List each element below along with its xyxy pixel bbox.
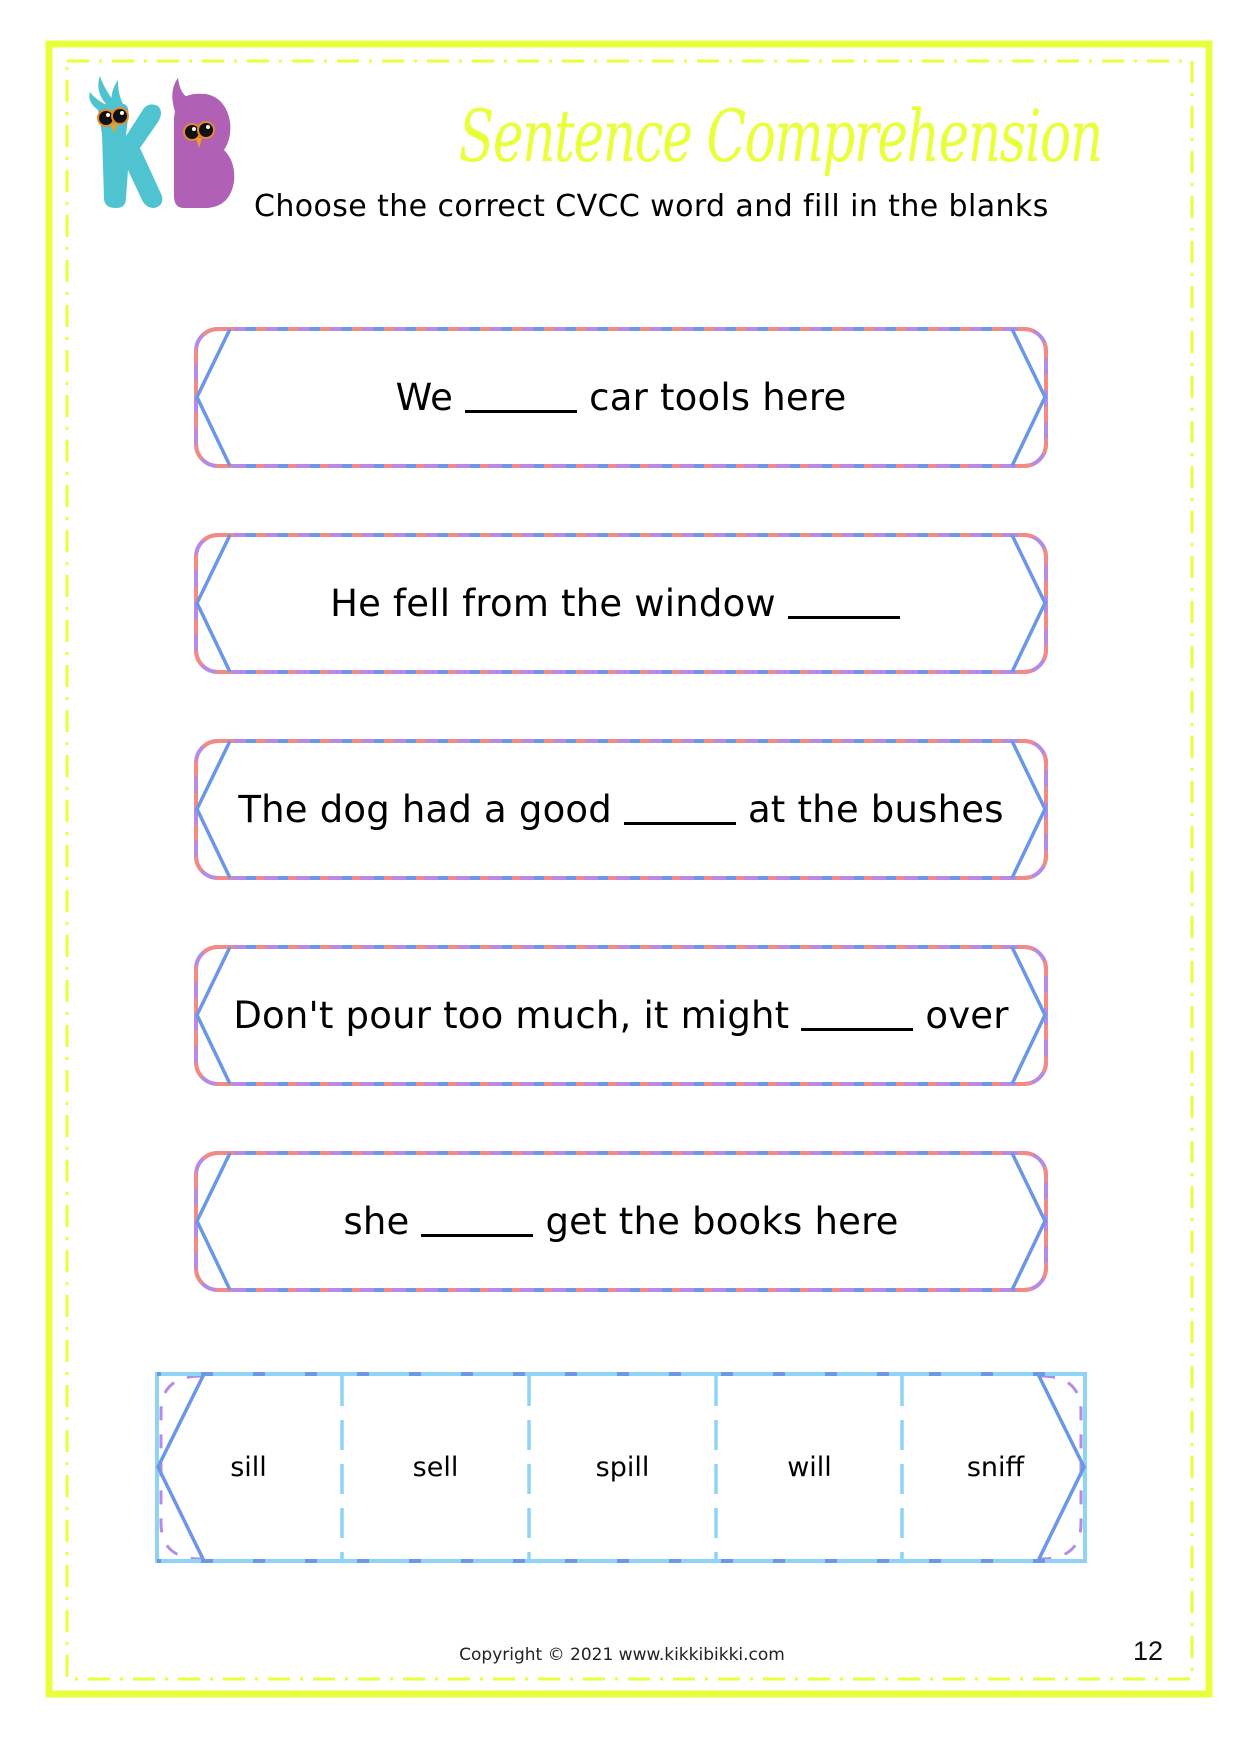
sentence-after: over [925,994,1009,1037]
sentence-box-5 [194,1151,1048,1292]
word-bank [155,1372,1087,1563]
sentence-before: The dog had a good [238,788,612,831]
sentence-before: she [343,1200,410,1243]
sentence-text [194,1151,1048,1292]
sentence-box-1 [194,327,1048,468]
word-option[interactable]: sniff [966,1452,1025,1483]
copyright-text: Copyright © 2021 www.kikkibikki.com [459,1645,785,1665]
sentence-before: He fell from the window [330,582,776,625]
sentence-box-2 [194,533,1048,674]
sentence-text [194,533,1048,674]
answer-blank[interactable] [624,822,736,825]
word-option[interactable]: sill [230,1452,267,1483]
answer-blank[interactable] [788,616,900,619]
sentence-box-4 [194,945,1048,1086]
sentence-before: We [395,376,454,419]
sentence-after: at the bushes [747,788,1004,831]
sentence-after: car tools here [589,376,847,419]
kb-logo [84,74,244,214]
answer-blank[interactable] [801,1028,913,1031]
page-title: Sentence Comprehension [458,94,1102,178]
word-option[interactable]: will [787,1452,832,1483]
sentence-before: Don't pour too much, it might [233,994,790,1037]
page-number: 12 [1133,1636,1164,1666]
word-option[interactable]: sell [412,1452,459,1483]
sentence-text [194,945,1048,1086]
instructions: Choose the correct CVCC word and fill in the blanks [254,189,1049,224]
answer-blank[interactable] [421,1234,533,1237]
sentence-after: get the books here [545,1200,899,1243]
sentence-text [194,327,1048,468]
sentence-text [194,739,1048,880]
answer-blank[interactable] [465,410,577,413]
word-option[interactable]: spill [595,1452,650,1483]
kb-birds-logo-icon [84,74,244,214]
sentence-box-3 [194,739,1048,880]
